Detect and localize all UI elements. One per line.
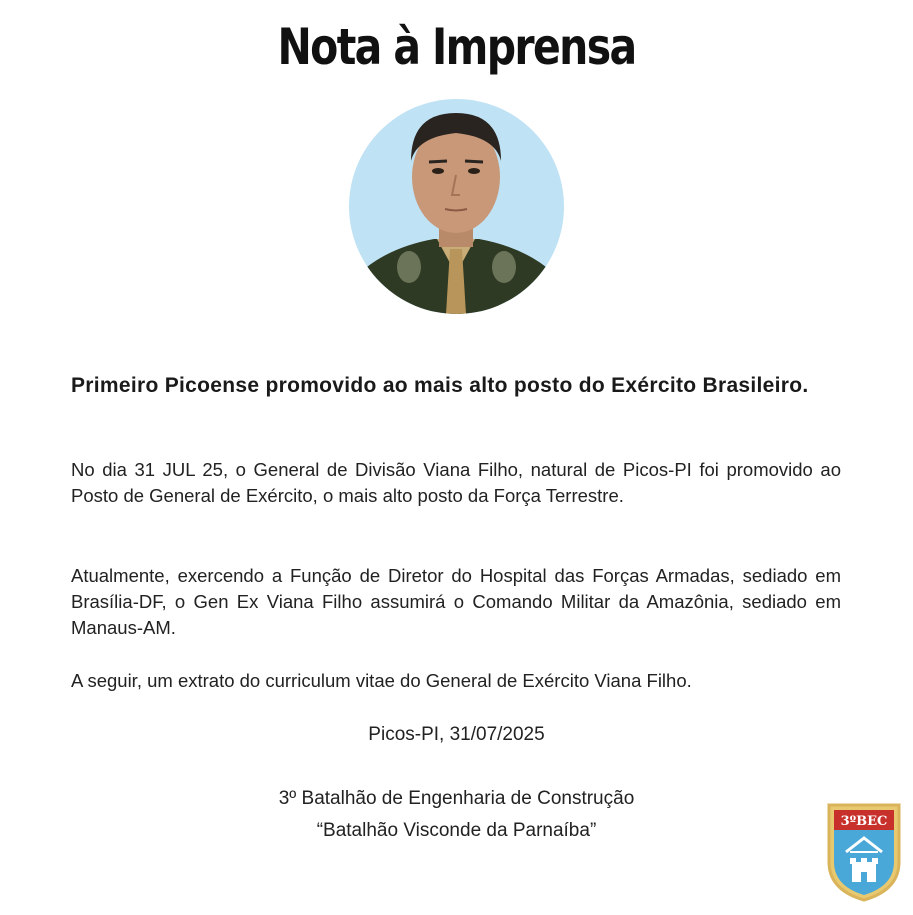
headline: Primeiro Picoense promovido ao mais alto posto do Exército Brasileiro.: [71, 374, 809, 397]
paragraph-promotion: No dia 31 JUL 25, o General de Divisão Viana Filho, natural de Picos-PI foi promovido ao Posto de General de Exército, o mais alto posto da Força Terrestre.: [71, 459, 841, 506]
battalion-emblem-logo: [826, 802, 902, 902]
page-title: Nota à Imprensa: [277, 18, 636, 76]
paragraph-cv-intro: A seguir, um extrato do curriculum vitae do General de Exército Viana Filho.: [71, 670, 692, 691]
svg-text:3ºBEC: 3ºBEC: [840, 814, 888, 829]
paragraph-current-function: Atualmente, exercendo a Função de Diretor do Hospital das Forças Armadas, sediado em Brasília-DF, o Gen Ex Viana Filho assumirá o Comando Militar da Amazônia, sediado em Manaus-AM.: [71, 565, 841, 638]
place-date: Picos-PI, 31/07/2025: [368, 724, 545, 745]
organization-name: 3º Batalhão de Engenharia de Construção: [278, 788, 635, 809]
organization-nickname: “Batalhão Visconde da Parnaíba”: [316, 820, 597, 841]
general-portrait: [349, 99, 564, 314]
